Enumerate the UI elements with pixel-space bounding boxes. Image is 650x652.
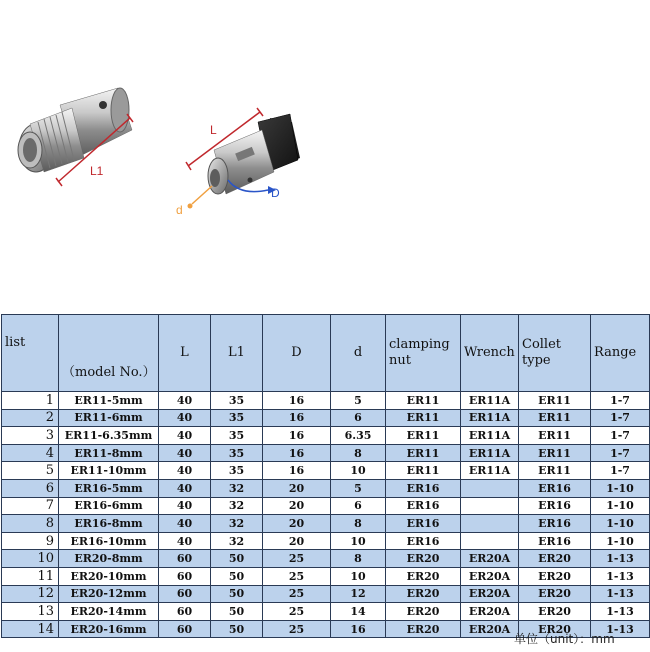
cell-wrench: ER20A	[461, 620, 519, 638]
col-header-range: Range	[591, 315, 650, 392]
cell-L: 60	[159, 603, 211, 621]
cell-D: 16	[263, 392, 331, 410]
cell-D: 16	[263, 462, 331, 480]
cell-list-index: 3	[2, 427, 59, 445]
cell-wrench	[461, 497, 519, 515]
label-L: L	[210, 123, 217, 137]
cell-L: 40	[159, 409, 211, 427]
cell-list-index: 11	[2, 567, 59, 585]
cell-collet-type: ER11	[519, 392, 591, 410]
table-row	[2, 392, 650, 410]
cell-D: 20	[263, 515, 331, 533]
cell-L: 40	[159, 444, 211, 462]
cell-d: 6.35	[331, 427, 386, 445]
table-row	[2, 567, 650, 585]
cell-clamping-nut: ER11	[386, 444, 461, 462]
cell-list-index: 5	[2, 462, 59, 480]
cell-list-index: 8	[2, 515, 59, 533]
cell-clamping-nut: ER16	[386, 515, 461, 533]
cell-list-index: 9	[2, 532, 59, 550]
table-row	[2, 479, 650, 497]
cell-L: 60	[159, 620, 211, 638]
cell-list-index: 1	[2, 392, 59, 410]
cell-wrench: ER11A	[461, 462, 519, 480]
col-header-list: list	[2, 315, 59, 392]
cell-model-no: ER16-6mm	[59, 497, 159, 515]
col-header-d: d	[331, 315, 386, 392]
cell-range: 1-13	[591, 585, 650, 603]
cell-collet-type: ER11	[519, 444, 591, 462]
cell-list-index: 14	[2, 620, 59, 638]
cell-d: 10	[331, 567, 386, 585]
table-row	[2, 585, 650, 603]
cell-wrench: ER20A	[461, 603, 519, 621]
table-row	[2, 532, 650, 550]
cell-D: 16	[263, 409, 331, 427]
cell-clamping-nut: ER20	[386, 620, 461, 638]
cell-L1: 50	[211, 620, 263, 638]
cell-collet-type: ER20	[519, 550, 591, 568]
cell-collet-type: ER16	[519, 515, 591, 533]
cell-L1: 50	[211, 585, 263, 603]
cell-model-no: ER11-5mm	[59, 392, 159, 410]
cell-collet-type: ER20	[519, 567, 591, 585]
threaded-adapter-image	[18, 88, 132, 172]
table-body	[2, 392, 650, 638]
cell-D: 25	[263, 550, 331, 568]
cell-list-index: 6	[2, 479, 59, 497]
cell-D: 25	[263, 603, 331, 621]
col-header-wrench: Wrench	[461, 315, 519, 392]
cell-d: 8	[331, 550, 386, 568]
cell-clamping-nut: ER16	[386, 497, 461, 515]
cell-d: 10	[331, 462, 386, 480]
cell-d: 16	[331, 620, 386, 638]
cell-clamping-nut: ER16	[386, 479, 461, 497]
col-header-model: （model No.）	[59, 315, 159, 392]
cell-D: 16	[263, 444, 331, 462]
cell-L: 40	[159, 515, 211, 533]
table-row	[2, 444, 650, 462]
cell-d: 5	[331, 392, 386, 410]
cell-range: 1-13	[591, 620, 650, 638]
cell-D: 20	[263, 532, 331, 550]
cell-clamping-nut: ER11	[386, 392, 461, 410]
cell-clamping-nut: ER20	[386, 585, 461, 603]
cell-model-no: ER16-8mm	[59, 515, 159, 533]
cell-collet-type: ER11	[519, 409, 591, 427]
collet-chuck-image	[208, 114, 300, 194]
label-d: d	[176, 203, 183, 217]
cell-model-no: ER11-6mm	[59, 409, 159, 427]
cell-list-index: 10	[2, 550, 59, 568]
cell-clamping-nut: ER11	[386, 427, 461, 445]
cell-range: 1-13	[591, 567, 650, 585]
cell-collet-type: ER20	[519, 603, 591, 621]
cell-L: 40	[159, 497, 211, 515]
cell-L1: 35	[211, 392, 263, 410]
cell-L1: 32	[211, 497, 263, 515]
cell-d: 5	[331, 479, 386, 497]
table-row	[2, 550, 650, 568]
cell-model-no: ER11-8mm	[59, 444, 159, 462]
cell-model-no: ER20-16mm	[59, 620, 159, 638]
col-header-clamping-nut: clamping nut	[386, 315, 461, 392]
cell-clamping-nut: ER16	[386, 532, 461, 550]
cell-L1: 50	[211, 603, 263, 621]
table-row	[2, 603, 650, 621]
cell-wrench: ER11A	[461, 444, 519, 462]
cell-clamping-nut: ER20	[386, 567, 461, 585]
cell-collet-type: ER16	[519, 497, 591, 515]
cell-list-index: 2	[2, 409, 59, 427]
cell-D: 25	[263, 567, 331, 585]
cell-model-no: ER20-10mm	[59, 567, 159, 585]
cell-wrench: ER11A	[461, 409, 519, 427]
cell-L1: 35	[211, 409, 263, 427]
cell-wrench	[461, 479, 519, 497]
cell-range: 1-7	[591, 392, 650, 410]
cell-range: 1-10	[591, 532, 650, 550]
table-row	[2, 427, 650, 445]
cell-L: 60	[159, 550, 211, 568]
cell-L1: 35	[211, 444, 263, 462]
cell-wrench: ER11A	[461, 427, 519, 445]
unit-note: 单位（unit）：mm	[514, 632, 615, 646]
cell-clamping-nut: ER20	[386, 550, 461, 568]
cell-d: 12	[331, 585, 386, 603]
cell-L: 40	[159, 462, 211, 480]
cell-model-no: ER20-12mm	[59, 585, 159, 603]
cell-range: 1-10	[591, 479, 650, 497]
cell-model-no: ER11-6.35mm	[59, 427, 159, 445]
cell-wrench: ER20A	[461, 550, 519, 568]
cell-model-no: ER20-14mm	[59, 603, 159, 621]
col-header-D: D	[263, 315, 331, 392]
cell-range: 1-7	[591, 409, 650, 427]
cell-L: 40	[159, 479, 211, 497]
cell-L: 60	[159, 585, 211, 603]
cell-model-no: ER11-10mm	[59, 462, 159, 480]
cell-wrench: ER11A	[461, 392, 519, 410]
cell-list-index: 4	[2, 444, 59, 462]
table-row	[2, 515, 650, 533]
cell-model-no: ER20-8mm	[59, 550, 159, 568]
cell-collet-type: ER16	[519, 479, 591, 497]
table-row	[2, 409, 650, 427]
cell-D: 20	[263, 479, 331, 497]
cell-L: 40	[159, 392, 211, 410]
spec-table	[1, 314, 650, 638]
cell-L1: 35	[211, 462, 263, 480]
cell-d: 8	[331, 444, 386, 462]
cell-d: 8	[331, 515, 386, 533]
cell-wrench	[461, 532, 519, 550]
cell-wrench: ER20A	[461, 567, 519, 585]
cell-list-index: 12	[2, 585, 59, 603]
cell-model-no: ER16-10mm	[59, 532, 159, 550]
label-L1: L1	[90, 164, 104, 178]
cell-collet-type: ER11	[519, 462, 591, 480]
cell-range: 1-7	[591, 444, 650, 462]
cell-D: 25	[263, 585, 331, 603]
cell-wrench	[461, 515, 519, 533]
cell-range: 1-7	[591, 462, 650, 480]
product-illustration	[0, 0, 650, 315]
cell-model-no: ER16-5mm	[59, 479, 159, 497]
cell-d: 14	[331, 603, 386, 621]
cell-list-index: 13	[2, 603, 59, 621]
cell-L1: 32	[211, 479, 263, 497]
cell-L1: 32	[211, 515, 263, 533]
cell-clamping-nut: ER11	[386, 462, 461, 480]
cell-range: 1-7	[591, 427, 650, 445]
col-header-L1: L1	[211, 315, 263, 392]
col-header-L: L	[159, 315, 211, 392]
cell-D: 20	[263, 497, 331, 515]
cell-D: 25	[263, 620, 331, 638]
cell-d: 6	[331, 497, 386, 515]
cell-wrench: ER20A	[461, 585, 519, 603]
cell-L: 60	[159, 567, 211, 585]
cell-range: 1-10	[591, 497, 650, 515]
cell-d: 10	[331, 532, 386, 550]
cell-range: 1-13	[591, 603, 650, 621]
table-row	[2, 497, 650, 515]
cell-collet-type: ER11	[519, 427, 591, 445]
table-row	[2, 462, 650, 480]
cell-clamping-nut: ER20	[386, 603, 461, 621]
cell-collet-type: ER20	[519, 585, 591, 603]
cell-L1: 35	[211, 427, 263, 445]
cell-range: 1-13	[591, 550, 650, 568]
cell-list-index: 7	[2, 497, 59, 515]
table-header-row	[2, 315, 650, 392]
cell-L: 40	[159, 532, 211, 550]
label-D: D	[271, 186, 280, 200]
cell-L1: 50	[211, 567, 263, 585]
cell-L: 40	[159, 427, 211, 445]
cell-collet-type: ER16	[519, 532, 591, 550]
cell-D: 16	[263, 427, 331, 445]
cell-collet-type: ER20	[519, 620, 591, 638]
cell-L1: 50	[211, 550, 263, 568]
cell-range: 1-10	[591, 515, 650, 533]
col-header-collet-type: Collet type	[519, 315, 591, 392]
dimension-d	[176, 186, 212, 217]
cell-clamping-nut: ER11	[386, 409, 461, 427]
cell-L1: 32	[211, 532, 263, 550]
cell-d: 6	[331, 409, 386, 427]
